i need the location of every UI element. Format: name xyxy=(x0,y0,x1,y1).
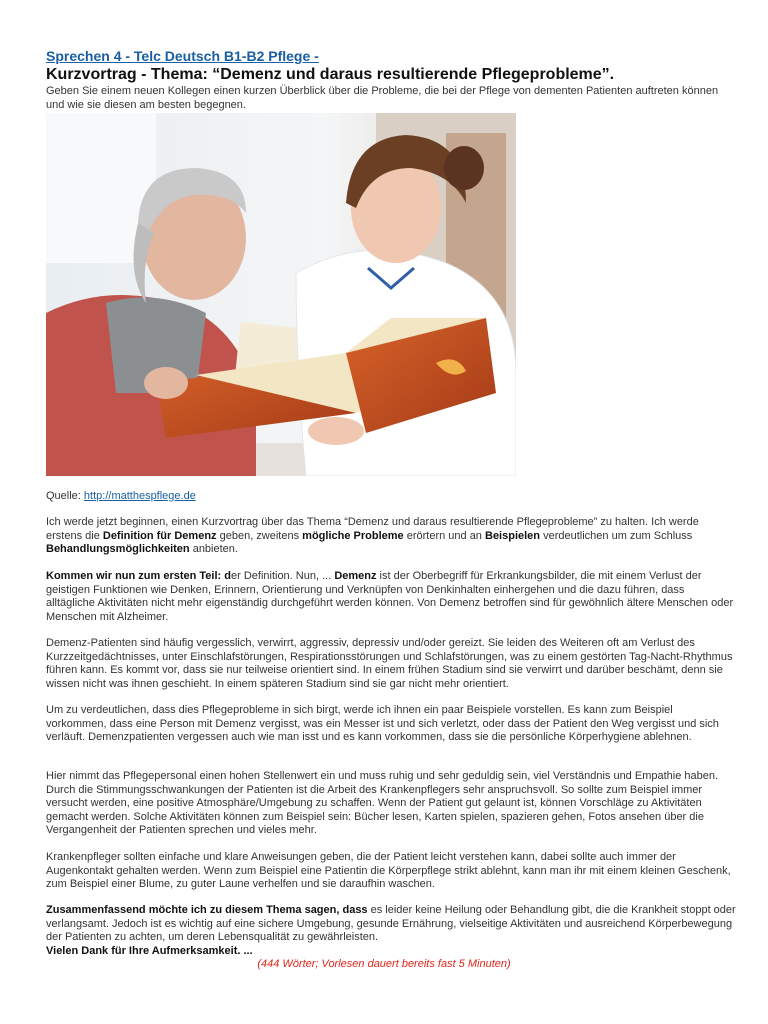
source-link[interactable]: http://matthespflege.de xyxy=(83,490,196,502)
emphasis-demenz: Demenz xyxy=(334,570,377,582)
photo-nurse-and-elderly-woman xyxy=(46,113,516,476)
header-link[interactable]: Sprechen 4 - Telc Deutsch B1-B2 Pflege - xyxy=(46,48,319,64)
text: es leider keine Heilung oder Behandlung gibt, die die Krankheit stoppt oder verlangsamt. Jedoch ist es wichtig auf eine sichere Umgebung, gesunde Ernährung, vielseitige Aktivitäten und ausreichend Körperbewegung der Patienten zu achten, um deren Lebensqualität zu gewährleisten. xyxy=(46,904,736,943)
text: Krankenpfleger sollten einfache und klare Anweisungen geben, die der Patient leicht verstehen kann, dabei sollte auch immer der Augenkontakt gehalten werden. Wenn zum Beispiel eine Patientin die Körperpflege strikt ablehnt, kann man ihr mit einem kleinen Geschenk, zum Beispiel einer Blume, zu guter Laune verhelfen und sie daraufhin waschen. xyxy=(46,851,731,890)
text: ist der Oberbegriff für Erkrankungsbilder, die mit einem Verlust der geistigen Funktionen wie Denken, Erinnern, Orientierung und Verknüpfen von Denkinhalten einhergehen und die dazu führen, dass alltägliche Aktivitäten nicht mehr eigenständig durchgeführt werden können. Von Demenz betroffen sind für gewöhnlich ältere Menschen oder Menschen mit Alzheimer. xyxy=(46,570,734,623)
paragraph-instructions xyxy=(46,851,736,892)
paragraph-examples xyxy=(46,704,736,745)
emphasis-first-part: Kommen wir nun zum ersten Teil: d xyxy=(46,570,231,582)
text: erörtern und an xyxy=(403,529,485,542)
closing-thanks: Vielen Dank für Ihre Aufmerksamkeit. ... xyxy=(46,944,253,957)
paragraph-symptoms xyxy=(46,637,736,691)
text: Demenz-Patienten sind häufig vergesslich, verwirrt, aggressiv, depressiv und/oder gereizt. Sie leiden des Weiteren oft am Verlust des Kurzzeitgedächtnisses, unter Einschlafstörungen, Respirationsstörungen und Schlafstörungen, was zu einem gestörten Tag-Nacht-Rhythmus führen kann. Es kommt vor, dass sie nur teilweise orientiert sind. In einem frühen Stadium sind sie verwirrt und darüber beschämt, denn sie wissen nicht was ihnen geschieht. In einem späteren Stadium sind sie gar nicht mehr orientiert. xyxy=(46,637,733,690)
text: Um zu verdeutlichen, dass dies Pflegeprobleme in sich birgt, werde ich ihnen ein paar Beispiele vorstellen. Es kann zum Beispiel vorkommen, dass eine Person mit Demenz vergisst, was ein Messer ist und sich verletzt, oder dass der Patient den Weg vergisst und sich verläuft. Demenzpatienten vergessen auch wie man isst und es kann vorkommen, dass sie die persönliche Körperhygiene ablehnen. xyxy=(46,704,719,743)
emphasis-treatment: Behandlungsmöglichkeiten xyxy=(46,543,190,555)
paragraph-care-staff xyxy=(46,770,736,838)
emphasis-definition: Definition für Demenz xyxy=(102,529,217,542)
text: anbieten. xyxy=(189,543,238,555)
source-line xyxy=(46,490,196,502)
text: verdeutlichen um zum Schluss xyxy=(540,529,693,542)
emphasis-summary: Zusammenfassend möchte ich zu diesem Thema sagen, dass xyxy=(46,904,368,916)
text: Hier nimmt das Pflegepersonal einen hohen Stellenwert ein und muss ruhig und sehr geduldig sein, viel Verständnis und Empathie haben. Durch die Stimmungsschwankungen der Patienten ist die Arbeit des Krankenpflegers sehr anspruchsvoll. So sollte zum Beispiel immer versucht werden, eine positive Atmosphäre/Umgebung zu schaffen. Wenn der Patient gut gelaunt ist, können Vorschläge zu Aktivitäten gemacht werden. Solche Aktivitäten können zum Beispiel sein: Bücher lesen, Karten spielen, spazieren gehen, Fotos ansehen über die Vergangenheit der Patienten sprechen und vieles mehr. xyxy=(46,770,719,836)
paragraph-intro xyxy=(46,516,736,557)
emphasis-examples: Beispielen xyxy=(485,529,541,542)
text: Ich werde jetzt beginnen, einen Kurzvortrag über das Thema “Demenz und daraus resultierende Pflegeprobleme” zu halten. Ich werde erstens die xyxy=(46,516,699,542)
paragraph-conclusion xyxy=(46,904,736,958)
source-label: Quelle: xyxy=(46,490,84,502)
photo-illustration xyxy=(46,113,516,476)
text: er Definition. Nun, ... xyxy=(230,570,335,582)
word-count-note: (444 Wörter; Vorlesen dauert bereits fast 5 Minuten) xyxy=(257,958,511,970)
page-title: Kurzvortrag - Thema: “Demenz und daraus resultierende Pflegeprobleme”. xyxy=(46,66,615,83)
task-instruction: Geben Sie einem neuen Kollegen einen kurzen Überblick über die Probleme, die bei der Pflege von dementen Patienten auftreten können und wie sie diesen am besten begegnen. xyxy=(46,85,719,111)
paragraph-definition xyxy=(46,570,736,624)
text: geben, zweitens xyxy=(216,529,303,542)
emphasis-problems: mögliche Probleme xyxy=(302,529,404,542)
